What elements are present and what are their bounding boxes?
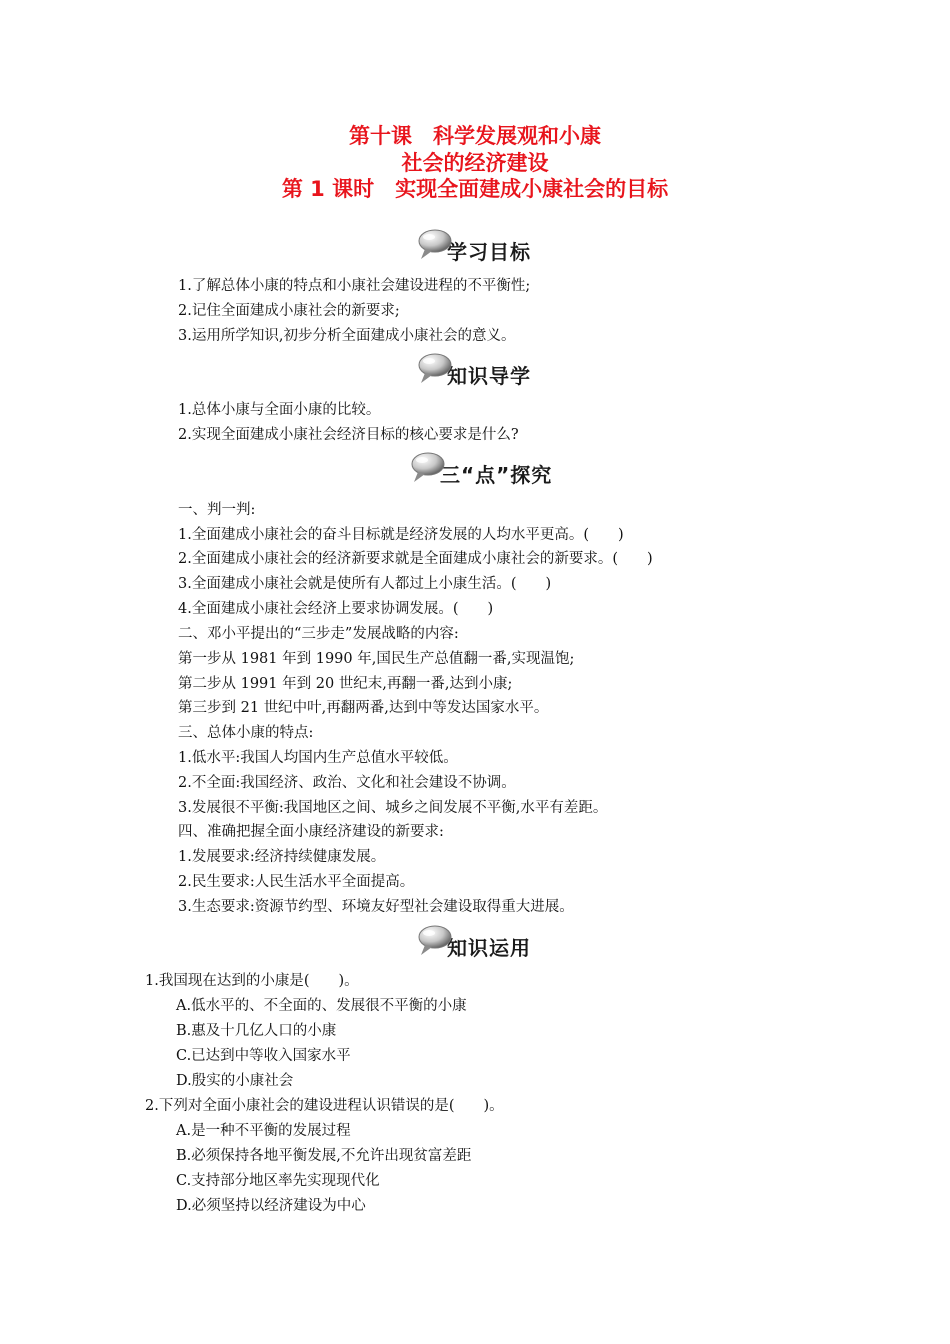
speech-bubble-icon — [415, 227, 453, 261]
section-heading-guide — [415, 354, 531, 394]
explore-line: 一、判一判: — [178, 502, 256, 518]
explore-line: 第三步到 21 世纪中叶,再翻两番,达到中等发达国家水平。 — [178, 700, 549, 716]
explore-line: 第一步从 1981 年到 1990 年,国民生产总值翻一番,实现温饱; — [178, 651, 575, 667]
explore-line: 四、准确把握全面小康经济建设的新要求: — [178, 824, 444, 840]
explore-line: 1.发展要求:经济持续健康发展。 — [178, 849, 386, 865]
question-option: A.是一种不平衡的发展过程 — [176, 1123, 351, 1139]
section-heading-text: 知识运用 — [447, 935, 531, 960]
question-option: C.支持部分地区率先实现现代化 — [176, 1173, 380, 1189]
explore-line: 1.低水平:我国人均国内生产总值水平较低。 — [178, 750, 458, 766]
question-option: C.已达到中等收入国家水平 — [176, 1048, 351, 1064]
section-heading-practice — [415, 926, 531, 966]
section-heading-text: 知识导学 — [447, 363, 531, 388]
goal-item: 3.运用所学知识,初步分析全面建成小康社会的意义。 — [178, 328, 516, 344]
speech-bubble-icon — [415, 351, 453, 385]
question-option: A.低水平的、不全面的、发展很不平衡的小康 — [176, 998, 467, 1014]
guide-item: 1.总体小康与全面小康的比较。 — [178, 402, 381, 418]
section-heading-goals — [415, 230, 531, 270]
explore-line: 2.全面建成小康社会的经济新要求就是全面建成小康社会的新要求。( ) — [178, 551, 653, 567]
explore-line: 三、总体小康的特点: — [178, 725, 314, 741]
question-option: D.必须坚持以经济建设为中心 — [176, 1198, 366, 1214]
explore-line: 3.全面建成小康社会就是使所有人都过上小康生活。( ) — [178, 576, 552, 592]
question-option: D.殷实的小康社会 — [176, 1073, 294, 1089]
explore-line: 3.发展很不平衡:我国地区之间、城乡之间发展不平衡,水平有差距。 — [178, 800, 608, 816]
explore-line: 1.全面建成小康社会的奋斗目标就是经济发展的人均水平更高。( ) — [178, 527, 624, 543]
explore-line: 二、邓小平提出的“三步走”发展战略的内容: — [178, 626, 459, 642]
goal-item: 2.记住全面建成小康社会的新要求; — [178, 303, 400, 319]
section-heading-text: 学习目标 — [447, 239, 531, 264]
goal-item: 1.了解总体小康的特点和小康社会建设进程的不平衡性; — [178, 278, 531, 294]
question-option: B.必须保持各地平衡发展,不允许出现贫富差距 — [176, 1148, 472, 1164]
guide-item: 2.实现全面建成小康社会经济目标的核心要求是什么? — [178, 427, 519, 443]
explore-line: 第二步从 1991 年到 20 世纪末,再翻一番,达到小康; — [178, 676, 513, 692]
section-heading-explore — [408, 453, 552, 493]
explore-line: 2.不全面:我国经济、政治、文化和社会建设不协调。 — [178, 775, 516, 791]
question-stem: 1.我国现在达到的小康是( )。 — [145, 973, 359, 989]
explore-line: 3.生态要求:资源节约型、环境友好型社会建设取得重大进展。 — [178, 899, 574, 915]
explore-line: 4.全面建成小康社会经济上要求协调发展。( ) — [178, 601, 494, 617]
explore-line: 2.民生要求:人民生活水平全面提高。 — [178, 874, 415, 890]
title-line-3: 第 1 课时 实现全面建成小康社会的目标 — [281, 177, 669, 201]
title-line-2: 社会的经济建设 — [401, 151, 549, 175]
question-stem: 2.下列对全面小康社会的建设进程认识错误的是( )。 — [145, 1098, 504, 1114]
question-option: B.惠及十几亿人口的小康 — [176, 1023, 337, 1039]
title-line-1: 第十课 科学发展观和小康 — [349, 124, 601, 148]
speech-bubble-icon — [408, 450, 446, 484]
section-heading-text: 三“点”探究 — [440, 462, 553, 487]
speech-bubble-icon — [415, 923, 453, 957]
